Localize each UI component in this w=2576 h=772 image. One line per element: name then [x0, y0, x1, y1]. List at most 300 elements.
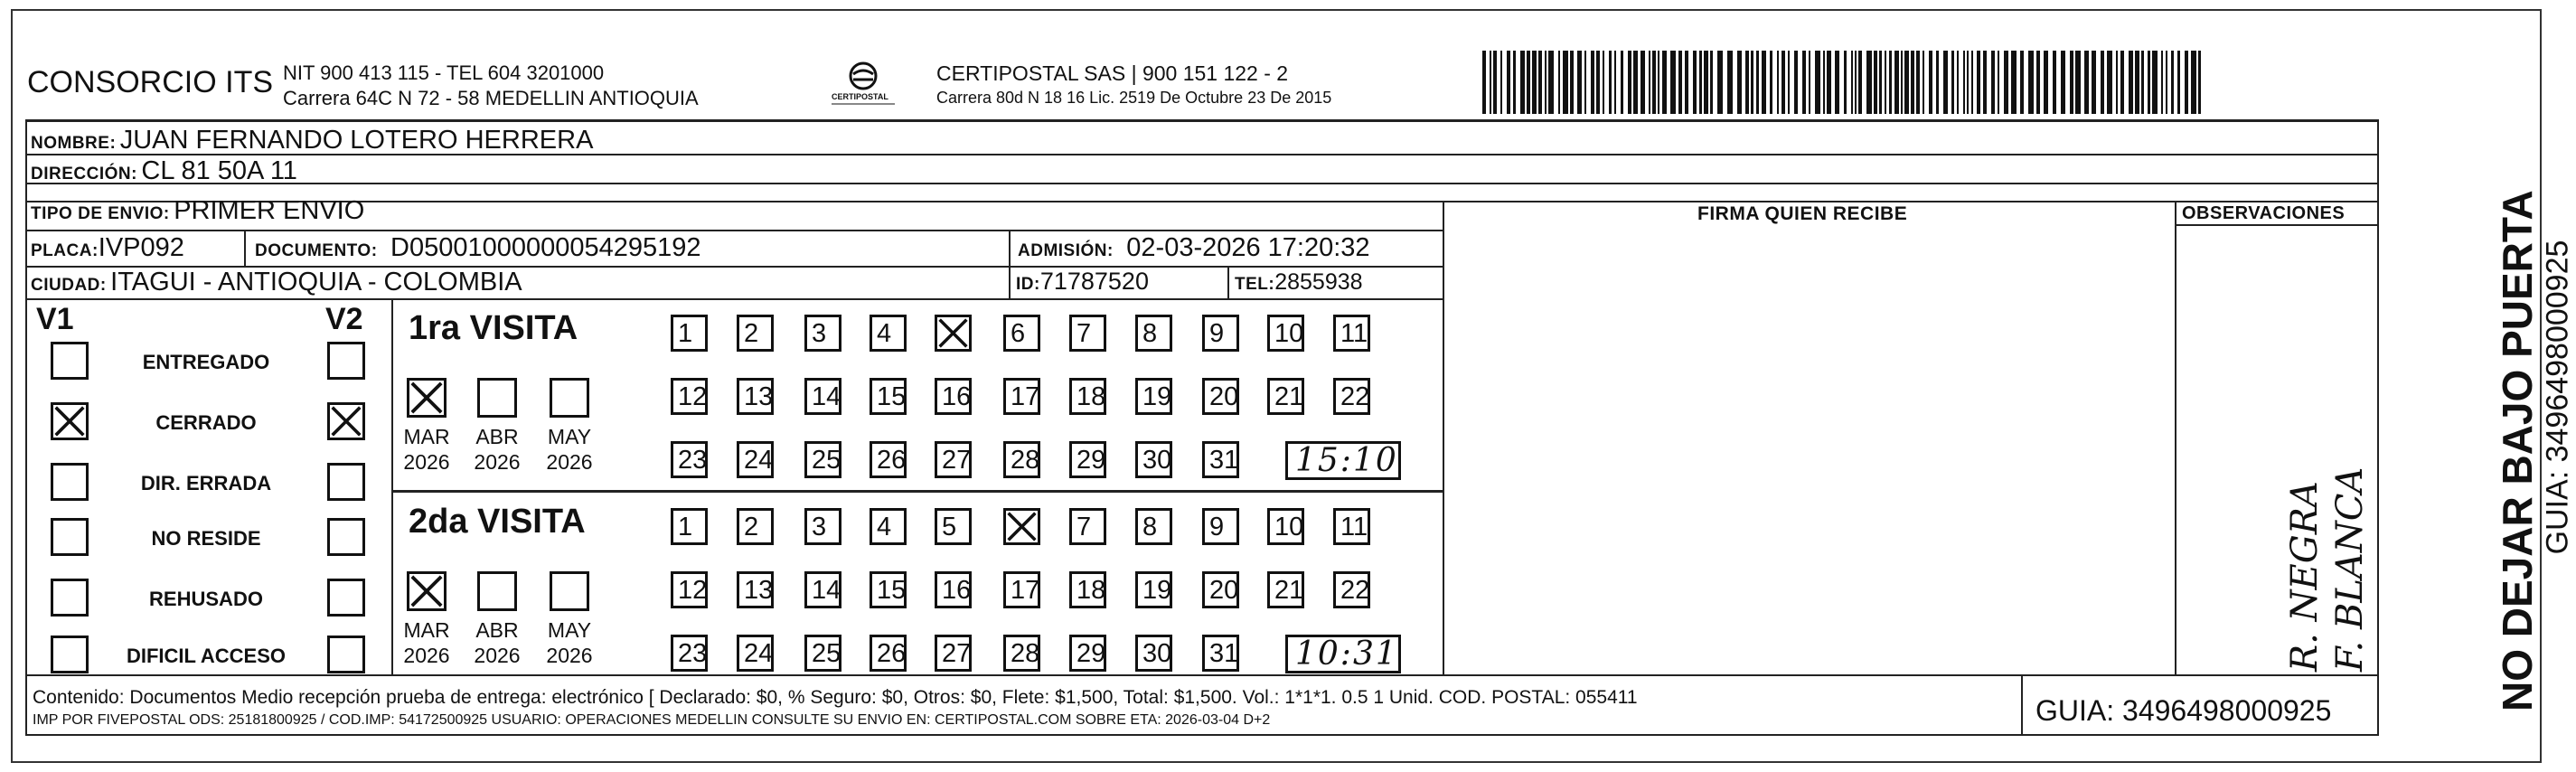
barcode-bar [1835, 51, 1839, 114]
barcode-bar [1545, 51, 1547, 114]
id-value: 71787520 [1039, 268, 1149, 295]
barcode-bar [1745, 51, 1749, 114]
day-number: 15 [877, 576, 907, 605]
barcode-bar [2116, 51, 2118, 114]
barcode-bar [1904, 51, 1909, 114]
barcode-bar [1901, 51, 1903, 114]
barcode-bar [1916, 51, 1920, 114]
day-box[interactable] [737, 315, 774, 352]
day-number: 29 [1076, 446, 1106, 475]
v2-label: V2 [325, 302, 363, 336]
barcode-bar [2135, 51, 2139, 114]
day-number: 25 [812, 446, 841, 475]
day-box[interactable] [1003, 571, 1040, 608]
barcode-bar [1885, 51, 1886, 114]
day-number: 13 [744, 576, 774, 605]
year-label: 2026 [403, 644, 450, 667]
day-box[interactable] [1135, 508, 1172, 545]
barcode-bar [1527, 51, 1530, 114]
day-number: 2 [744, 319, 759, 348]
barcode-bar [1858, 51, 1862, 114]
day-number: 30 [1142, 639, 1172, 668]
barcode-bar [1929, 51, 1932, 114]
day-number: 3 [812, 319, 827, 348]
barcode-bar [1693, 51, 1697, 114]
day-box[interactable] [737, 441, 774, 478]
barcode-bar [1855, 51, 1857, 114]
day-number: 1 [678, 513, 693, 541]
tipo-envio-value: PRIMER ENVIO [174, 196, 365, 225]
barcode-bar [1998, 51, 1999, 114]
id-label: ID: [1016, 275, 1040, 294]
day-box[interactable] [1003, 635, 1040, 672]
day-number: 4 [877, 513, 892, 541]
direccion-label: DIRECCIÓN: [31, 165, 137, 184]
month-label: MAR [403, 425, 450, 448]
barcode-bar [2148, 51, 2150, 114]
day-box[interactable] [1202, 571, 1239, 608]
barcode-bar [1802, 51, 1806, 114]
day-box[interactable] [1135, 378, 1172, 415]
visit-time: 15:10 [1295, 442, 1398, 479]
nombre-label: NOMBRE: [31, 134, 117, 153]
barcode-bar [2084, 51, 2089, 114]
day-number: 14 [812, 382, 841, 411]
barcode-bar [1614, 51, 1616, 114]
day-number: 8 [1142, 319, 1158, 348]
day-box[interactable] [804, 378, 841, 415]
day-number: 2 [744, 513, 759, 541]
day-number: 19 [1142, 382, 1172, 411]
barcode-bar [1570, 51, 1574, 114]
barcode-bar [2161, 51, 2163, 114]
certipostal-logo [828, 60, 898, 108]
day-number: 30 [1142, 446, 1172, 475]
day-number: 13 [744, 382, 774, 411]
company-name: CONSORCIO ITS [27, 65, 274, 99]
barcode-bar [1649, 51, 1650, 114]
day-box[interactable] [1267, 378, 1304, 415]
barcode-bar [1513, 51, 1516, 114]
barcode-bar [1609, 51, 1612, 114]
barcode-bar [2171, 51, 2174, 114]
barcode-bar [1532, 51, 1537, 114]
day-box[interactable] [1135, 441, 1172, 478]
barcode-bar [1967, 51, 1969, 114]
x-mark-icon [409, 574, 444, 608]
x-mark-icon [330, 405, 362, 438]
company-address: Carrera 64C N 72 - 58 MEDELLIN ANTIOQUIA [283, 87, 699, 109]
day-number: 28 [1011, 639, 1040, 668]
day-box[interactable] [870, 378, 907, 415]
barcode-bar [2028, 51, 2034, 114]
barcode-bar [2061, 51, 2065, 114]
barcode-bar [2120, 51, 2124, 114]
day-number: 20 [1209, 576, 1239, 605]
day-box[interactable] [1202, 315, 1239, 352]
day-box[interactable] [737, 635, 774, 672]
barcode-bar [2141, 51, 2144, 114]
barcode-bar [1577, 51, 1582, 114]
month-checkbox[interactable] [550, 571, 589, 611]
day-box[interactable] [1202, 508, 1239, 545]
barcode-bar [1844, 51, 1847, 114]
day-box[interactable] [1135, 571, 1172, 608]
day-number: 3 [812, 513, 827, 541]
v1-label: V1 [36, 302, 74, 336]
status-option-label: REHUSADO [149, 588, 263, 610]
month-label: MAY [547, 618, 592, 642]
day-box[interactable] [870, 635, 907, 672]
barcode-bar [1662, 51, 1667, 114]
day-box[interactable] [804, 635, 841, 672]
year-label: 2026 [546, 644, 593, 667]
company-nit: NIT 900 413 115 - TEL 604 3201000 [283, 61, 605, 84]
day-box[interactable] [1333, 378, 1370, 415]
barcode-bar [1710, 51, 1713, 114]
barcode-bar [1782, 51, 1785, 114]
month-label: ABR [475, 618, 519, 642]
day-box[interactable] [870, 571, 907, 608]
day-box[interactable] [1267, 571, 1304, 608]
day-number: 28 [1011, 446, 1040, 475]
status-option-label: CERRADO [155, 411, 257, 434]
day-box[interactable] [935, 441, 972, 478]
status-option-label: DIR. ERRADA [140, 472, 272, 494]
day-number: 26 [877, 639, 907, 668]
day-number: 7 [1076, 513, 1092, 541]
day-box[interactable] [1267, 315, 1304, 352]
day-box[interactable] [671, 508, 708, 545]
barcode-bar [1596, 51, 1600, 114]
day-number: 23 [678, 446, 708, 475]
v1-checkbox[interactable] [51, 518, 89, 556]
day-box[interactable] [935, 508, 972, 545]
day-box[interactable] [737, 378, 774, 415]
firma-label: FIRMA QUIEN RECIBE [1697, 203, 1908, 224]
v2-checkbox[interactable] [327, 518, 365, 556]
barcode-graphic [1482, 51, 2205, 114]
barcode-bar [2036, 51, 2040, 114]
day-number: 16 [942, 382, 972, 411]
barcode-bar [1699, 51, 1702, 114]
month-label: MAY [547, 425, 592, 448]
barcode-bar [1879, 51, 1882, 114]
day-box[interactable] [804, 441, 841, 478]
day-box[interactable] [671, 635, 708, 672]
visit-time-box[interactable] [1285, 441, 1401, 480]
barcode-bar [1943, 51, 1948, 114]
day-box[interactable] [1333, 508, 1370, 545]
footer-contents: Contenido: Documentos Medio recepción prueba de entrega: electrónico [ Declarado: $0, % Seguro: $0, Otros: $0, Flete: $1,500, Total: $1,500. Vol.: 1*1*1. 0.5 1 Unid. COD. POSTAL: 055411 [33, 687, 1638, 708]
barcode-bar [1971, 51, 1973, 114]
day-box[interactable] [935, 315, 972, 352]
day-box[interactable] [1202, 635, 1239, 672]
barcode-bar [1770, 51, 1772, 114]
side-warning: NO DEJAR BAJO PUERTA [2494, 190, 2541, 711]
barcode-bar [1737, 51, 1742, 114]
barcode-bar [1889, 51, 1892, 114]
day-number: 4 [877, 319, 892, 348]
barcode [1482, 51, 2205, 114]
v2-checkbox[interactable] [327, 579, 365, 617]
day-box[interactable] [1267, 508, 1304, 545]
day-box[interactable] [1333, 315, 1370, 352]
day-box[interactable] [1202, 378, 1239, 415]
day-box[interactable] [1069, 508, 1106, 545]
barcode-bar [1493, 51, 1497, 114]
barcode-bar [1591, 51, 1594, 114]
barcode-bar [1827, 51, 1831, 114]
barcode-bar [1894, 51, 1899, 114]
barcode-bar [1670, 51, 1676, 114]
day-number: 9 [1209, 513, 1225, 541]
ciudad-value: ITAGUI - ANTIOQUIA - COLOMBIA [110, 268, 522, 297]
barcode-bar [2053, 51, 2056, 114]
month-checkbox[interactable] [407, 571, 447, 611]
day-number: 25 [812, 639, 841, 668]
day-number: 14 [812, 576, 841, 605]
day-box[interactable] [1003, 441, 1040, 478]
barcode-bar [2191, 51, 2196, 114]
barcode-bar [1963, 51, 1965, 114]
admision-value: 02-03-2026 17:20:32 [1126, 233, 1370, 262]
barcode-bar [1717, 51, 1723, 114]
barcode-bar [2198, 51, 2201, 114]
day-box[interactable] [671, 571, 708, 608]
day-number: 27 [942, 639, 972, 668]
placa-label: PLACA: [31, 241, 99, 260]
x-mark-icon [1006, 511, 1038, 542]
day-number: 24 [744, 446, 774, 475]
barcode-bar [1977, 51, 1980, 114]
day-number: 6 [1011, 319, 1026, 348]
ciudad-label: CIUDAD: [31, 276, 107, 295]
month-label: ABR [475, 425, 519, 448]
barcode-bar [1851, 51, 1853, 114]
v1-checkbox[interactable] [51, 342, 89, 380]
day-number: 19 [1142, 576, 1172, 605]
day-box[interactable] [1003, 315, 1040, 352]
day-box[interactable] [1003, 508, 1040, 545]
barcode-bar [1874, 51, 1877, 114]
x-mark-icon [937, 317, 969, 349]
day-box[interactable] [804, 315, 841, 352]
barcode-bar [2152, 51, 2158, 114]
barcode-bar [1678, 51, 1682, 114]
barcode-bar [1652, 51, 1656, 114]
visit-time: 10:31 [1295, 635, 1398, 673]
barcode-bar [2185, 51, 2188, 114]
day-box[interactable] [1003, 378, 1040, 415]
barcode-bar [1584, 51, 1586, 114]
year-label: 2026 [546, 450, 593, 474]
observation-handwriting-2: F. BLANCA [2329, 466, 2371, 672]
month-checkbox[interactable] [407, 378, 447, 418]
day-box[interactable] [1135, 635, 1172, 672]
day-number: 16 [942, 576, 972, 605]
barcode-bar [2129, 51, 2133, 114]
day-box[interactable] [671, 378, 708, 415]
day-number: 21 [1274, 382, 1304, 411]
barcode-bar [1603, 51, 1604, 114]
observation-handwriting-1: R. NEGRA [2284, 481, 2326, 672]
barcode-bar [2166, 51, 2167, 114]
month-checkbox[interactable] [550, 378, 589, 418]
day-box[interactable] [804, 508, 841, 545]
barcode-bar [2107, 51, 2112, 114]
barcode-bar [2070, 51, 2073, 114]
day-box[interactable] [671, 315, 708, 352]
carrier-license: Carrera 80d N 18 16 Lic. 2519 De Octubre 23 De 2015 [936, 89, 1332, 107]
day-number: 24 [744, 639, 774, 668]
day-number: 21 [1274, 576, 1304, 605]
barcode-bar [1490, 51, 1491, 114]
barcode-bar [1628, 51, 1631, 114]
day-number: 10 [1274, 513, 1304, 541]
day-number: 10 [1274, 319, 1304, 348]
day-box[interactable] [1069, 441, 1106, 478]
day-box[interactable] [1069, 571, 1106, 608]
day-number: 23 [678, 639, 708, 668]
x-mark-icon [409, 381, 444, 415]
footer-guia: GUIA: 3496498000925 [2035, 694, 2332, 727]
month-checkbox[interactable] [477, 571, 517, 611]
barcode-bar [1756, 51, 1759, 114]
v1-checkbox[interactable] [51, 579, 89, 617]
v2-checkbox[interactable] [327, 402, 365, 440]
day-box[interactable] [870, 441, 907, 478]
visit-title: 1ra VISITA [409, 309, 578, 347]
tel-value: 2855938 [1274, 269, 1363, 295]
day-box[interactable] [1069, 635, 1106, 672]
barcode-bar [1563, 51, 1568, 114]
barcode-bar [1704, 51, 1708, 114]
day-box[interactable] [737, 571, 774, 608]
day-number: 5 [942, 513, 957, 541]
day-number: 27 [942, 446, 972, 475]
barcode-bar [2177, 51, 2180, 114]
barcode-bar [1633, 51, 1638, 114]
barcode-bar [2075, 51, 2081, 114]
day-number: 20 [1209, 382, 1239, 411]
day-box[interactable] [1333, 571, 1370, 608]
visit-title: 2da VISITA [409, 503, 586, 541]
day-number: 22 [1340, 382, 1370, 411]
day-number: 7 [1076, 319, 1092, 348]
nombre-value: JUAN FERNANDO LOTERO HERRERA [119, 126, 594, 155]
day-box[interactable] [671, 441, 708, 478]
v1-checkbox[interactable] [51, 635, 89, 673]
day-number: 12 [678, 576, 708, 605]
barcode-bar [1957, 51, 1959, 114]
barcode-bar [1951, 51, 1954, 114]
day-box[interactable] [870, 315, 907, 352]
barcode-bar [1911, 51, 1914, 114]
barcode-bar [1809, 51, 1810, 114]
barcode-bar [1621, 51, 1623, 114]
month-checkbox[interactable] [477, 378, 517, 418]
day-box[interactable] [935, 635, 972, 672]
carrier-name: CERTIPOSTAL SAS | 900 151 122 - 2 [936, 61, 1289, 85]
barcode-bar [1788, 51, 1790, 114]
day-number: 15 [877, 382, 907, 411]
day-box[interactable] [804, 571, 841, 608]
day-box[interactable] [935, 571, 972, 608]
day-number: 17 [1011, 382, 1040, 411]
barcode-bar [1520, 51, 1525, 114]
day-number: 18 [1076, 576, 1106, 605]
day-number: 8 [1142, 513, 1158, 541]
barcode-bar [1500, 51, 1502, 114]
v2-checkbox[interactable] [327, 463, 365, 501]
placa-value: IVP092 [98, 233, 184, 262]
tel-label: TEL: [1235, 275, 1275, 294]
day-box[interactable] [870, 508, 907, 545]
day-number: 1 [678, 319, 693, 348]
barcode-bar [1482, 51, 1486, 114]
barcode-bar [2011, 51, 2017, 114]
barcode-bar [1507, 51, 1510, 114]
barcode-bar [1641, 51, 1645, 114]
status-option-label: ENTREGADO [142, 351, 270, 373]
day-number: 17 [1011, 576, 1040, 605]
tipo-envio-label: TIPO DE ENVIO: [31, 204, 170, 223]
day-box[interactable] [1135, 315, 1172, 352]
day-box[interactable] [1202, 441, 1239, 478]
barcode-bar [1815, 51, 1820, 114]
day-number: 26 [877, 446, 907, 475]
day-box[interactable] [935, 378, 972, 415]
barcode-bar [1823, 51, 1825, 114]
barcode-bar [1558, 51, 1560, 114]
month-label: MAR [403, 618, 450, 642]
day-number: 31 [1209, 446, 1239, 475]
status-option-label: DIFICIL ACCESO [126, 645, 286, 667]
admision-label: ADMISIÓN: [1018, 241, 1114, 260]
direccion-value: CL 81 50A 11 [141, 156, 297, 185]
day-number: 11 [1340, 513, 1368, 541]
day-box[interactable] [1069, 378, 1106, 415]
day-number: 11 [1340, 319, 1368, 348]
barcode-bar [1794, 51, 1798, 114]
day-number: 12 [678, 382, 708, 411]
observaciones-label: OBSERVACIONES [2182, 203, 2346, 223]
barcode-bar [1658, 51, 1659, 114]
barcode-bar [1538, 51, 1542, 114]
status-option-label: NO RESIDE [151, 527, 261, 550]
barcode-bar [1923, 51, 1924, 114]
v2-checkbox[interactable] [327, 342, 365, 380]
visit-time-box[interactable] [1285, 635, 1401, 673]
v1-checkbox[interactable] [51, 402, 89, 440]
barcode-bar [1777, 51, 1779, 114]
day-number: 18 [1076, 382, 1106, 411]
year-label: 2026 [474, 450, 521, 474]
barcode-bar [2004, 51, 2008, 114]
barcode-bar [1866, 51, 1872, 114]
x-mark-icon [53, 405, 86, 438]
day-box[interactable] [737, 508, 774, 545]
day-box[interactable] [1069, 315, 1106, 352]
side-guia: GUIA: 3496498000925 [2540, 240, 2575, 555]
day-number: 31 [1209, 639, 1239, 668]
barcode-bar [1727, 51, 1733, 114]
barcode-bar [2020, 51, 2024, 114]
barcode-bar [1548, 51, 1554, 114]
v1-checkbox[interactable] [51, 463, 89, 501]
v2-checkbox[interactable] [327, 635, 365, 673]
